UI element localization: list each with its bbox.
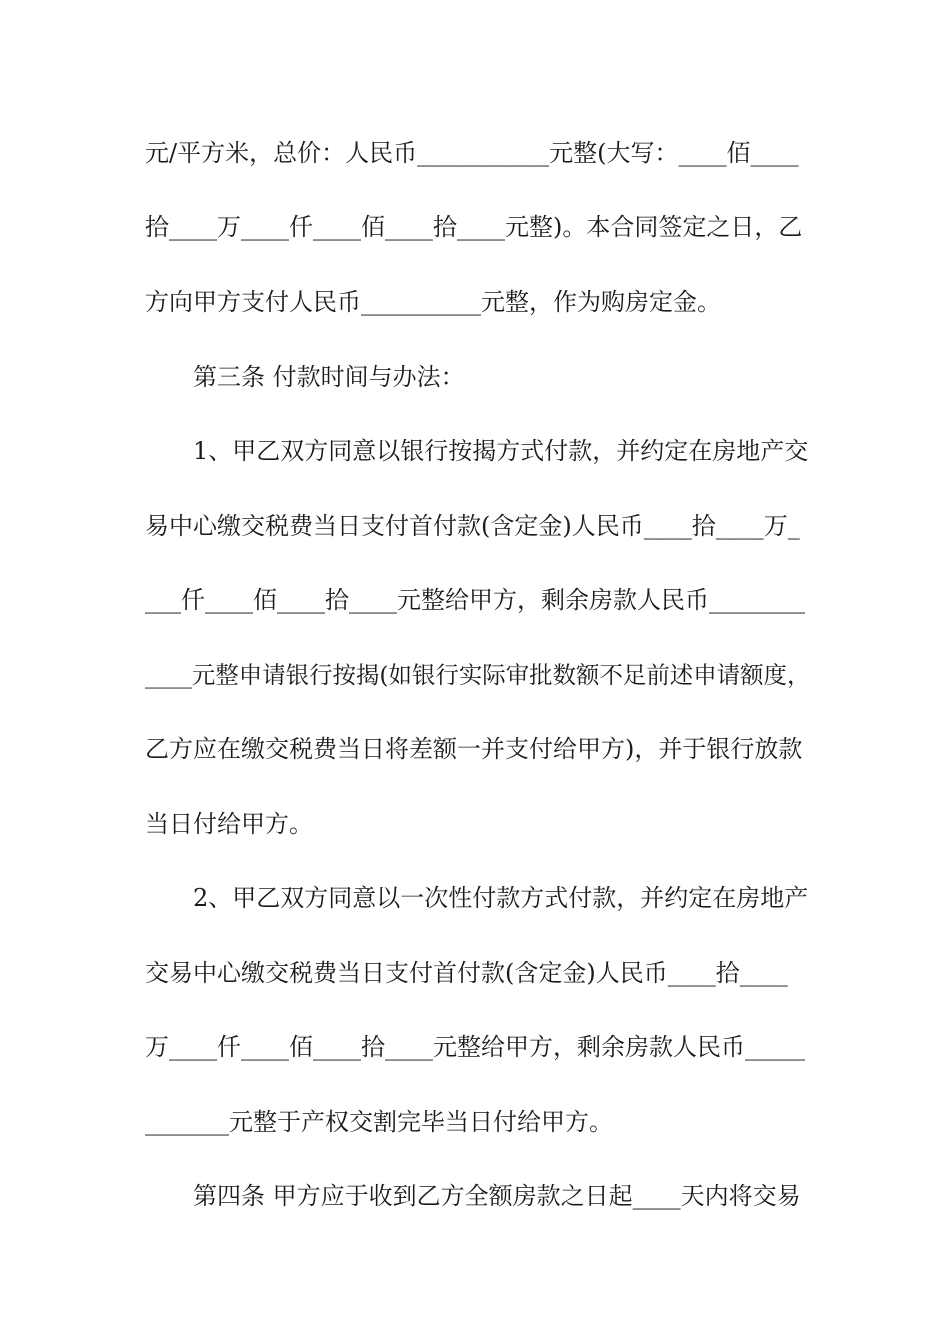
text-line: _______元整于产权交割完毕当日付给甲方。 <box>145 1108 613 1136</box>
text-line: 元/平方米，总价：人民币___________元整(大写：____佰____ <box>145 139 799 167</box>
text-line: 当日付给甲方。 <box>145 810 313 838</box>
text-line: 交易中心缴交税费当日支付首付款(含定金)人民币____拾____ <box>145 959 788 987</box>
text-line: 乙方应在缴交税费当日将差额一并支付给甲方)，并于银行放款 <box>145 735 803 763</box>
article-heading: 第四条 甲方应于收到乙方全额房款之日起____天内将交易 <box>193 1182 801 1210</box>
text-line: 易中心缴交税费当日支付首付款(含定金)人民币____拾____万_ <box>145 512 800 540</box>
text-line: 拾____万____仟____佰____拾____元整)。本合同签定之日，乙 <box>145 213 803 241</box>
text-line: 方向甲方支付人民币__________元整，作为购房定金。 <box>145 288 721 316</box>
article-heading: 第三条 付款时间与办法： <box>193 363 465 391</box>
text-line: ____元整申请银行按揭(如银行实际审批数额不足前述申请额度， <box>145 661 811 689</box>
text-line: 万____仟____佰____拾____元整给甲方，剩余房款人民币_____ <box>145 1033 805 1061</box>
text-line: 1、甲乙双方同意以银行按揭方式付款，并约定在房地产交 <box>193 437 809 465</box>
text-line: ___仟____佰____拾____元整给甲方，剩余房款人民币________ <box>145 586 805 614</box>
text-line: 2、甲乙双方同意以一次性付款方式付款，并约定在房地产 <box>193 884 809 912</box>
